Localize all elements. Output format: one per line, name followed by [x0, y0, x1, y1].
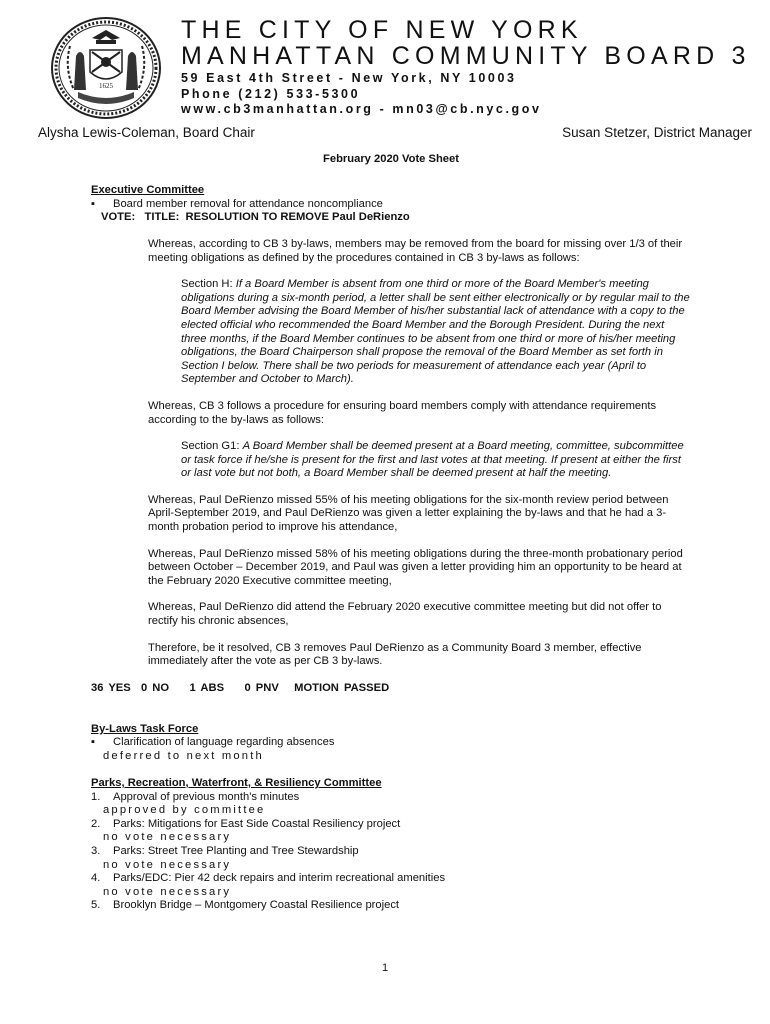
letterhead-phone: Phone (212) 533-5300	[181, 86, 361, 101]
letterhead	[181, 17, 751, 118]
letterhead-address: 59 East 4th Street - New York, NY 10003	[181, 71, 517, 85]
list-item: 1. Approval of previous month's minutes	[91, 790, 300, 803]
bullet-icon: ▪	[91, 197, 95, 210]
bylaws-bullet-text: Clarification of language regarding absences	[113, 736, 335, 749]
letterhead-web-email: www.cb3manhattan.org - mn03@cb.nyc.gov	[181, 102, 542, 116]
resolution-text: Therefore, be it resolved, CB 3 removes Paul DeRienzo as a Community Board 3 member, effective immediately after the vote as per CB 3 by-laws.	[148, 641, 642, 668]
vote-tally: 36 YES 0 NO 1 ABS 0 PNV MOTION PASSED	[91, 681, 390, 694]
list-item: 5. Brooklyn Bridge – Montgomery Coastal Resilience project	[91, 899, 400, 912]
list-item: 4. Parks/EDC: Pier 42 deck repairs and interim recreational amenities	[91, 872, 446, 885]
bullet-icon: ▪	[91, 736, 95, 749]
section-g1-label: Section G1:	[181, 440, 240, 453]
section-h-text: If a Board Member is absent from one third or more of the Board Member's meeting obligations during a six-month period, a letter shall be sent either electronically or by regular mail to the Board Member advising the Board Member of his/her substantial lack of attendance with a copy to the elected official who recommended the Board Member and the Borough President. During the next three months, if the Board Member continues to be absent from one third or more of his/her meeting obligations, the Board Chairperson shall propose the removal of the Board Member as set forth in Section I below. There shall be two periods for measurement of attendance each year (April to September and October to March).	[181, 278, 690, 386]
whereas-procedure: Whereas, CB 3 follows a procedure for ensuring board members comply with attendance requirements according to the by-laws as follows:	[148, 399, 657, 426]
letterhead-title-line1: THE CITY OF NEW YORK	[181, 16, 583, 44]
parks-item-list	[91, 791, 691, 913]
vote-title: VOTE: TITLE: RESOLUTION TO REMOVE Paul DeRienzo	[101, 211, 410, 224]
bylaws-status: deferred to next month	[103, 749, 264, 762]
whereas-missed-58: Whereas, Paul DeRienzo missed 58% of his meeting obligations during the three-month probationary period between October – December 2019, and Paul was given a letter providing him an opportunity to be heard at the February 2020 Executive committee meeting,	[148, 547, 683, 587]
vote-sheet-body	[91, 153, 691, 913]
letterhead-title-line2: MANHATTAN COMMUNITY BOARD 3	[181, 42, 751, 70]
section-g1-quote	[181, 440, 691, 481]
officers-line	[38, 125, 752, 140]
parks-heading: Parks, Recreation, Waterfront, & Resiliency Committee	[91, 776, 382, 789]
executive-committee-heading: Executive Committee	[91, 184, 205, 197]
list-item: 3. Parks: Street Tree Planting and Tree Stewardship	[91, 844, 359, 857]
doc-title: February 2020 Vote Sheet	[323, 153, 459, 165]
page-number: 1	[381, 962, 389, 974]
executive-bullet-item	[91, 198, 691, 212]
section-g1-text: A Board Member shall be deemed present at a Board meeting, committee, subcommittee or task force if he/she is present for the first and last votes at that meeting. If present at either the first or last vote but not both, a Board Member shall be deemed present at half the meeting.	[181, 440, 684, 480]
seal-year: 1625	[99, 82, 113, 90]
city-seal-icon	[50, 16, 162, 120]
whereas-attended: Whereas, Paul DeRienzo did attend the February 2020 executive committee meeting but did not offer to rectify his chronic absences,	[148, 601, 662, 628]
board-chair: Alysha Lewis-Coleman, Board Chair	[38, 125, 255, 140]
whereas-missed-55: Whereas, Paul DeRienzo missed 55% of his meeting obligations for the six-month review period between April-September 2019, and Paul DeRienzo was given a letter explaining the by-laws and that he had a 3-month probation period to improve his attendance,	[148, 493, 669, 534]
item-status: no vote necessary	[103, 858, 232, 871]
district-manager: Susan Stetzer, District Manager	[562, 125, 752, 140]
section-h-label: Section H:	[181, 278, 233, 291]
item-status: no vote necessary	[103, 831, 232, 844]
bylaws-heading: By-Laws Task Force	[91, 722, 199, 735]
executive-bullet-text: Board member removal for attendance noncompliance	[113, 197, 383, 210]
whereas-bylaws: Whereas, according to CB 3 by-laws, members may be removed from the board for missing over 1/3 of their meeting obligations as defined by the procedures contained in CB 3 by-laws as follows:	[148, 237, 683, 264]
bylaws-bullet-item	[91, 736, 691, 750]
list-item: 2. Parks: Mitigations for East Side Coastal Resiliency project	[91, 817, 401, 830]
section-h-quote	[181, 278, 691, 387]
item-status: approved by committee	[103, 804, 266, 817]
item-status: no vote necessary	[103, 885, 232, 898]
